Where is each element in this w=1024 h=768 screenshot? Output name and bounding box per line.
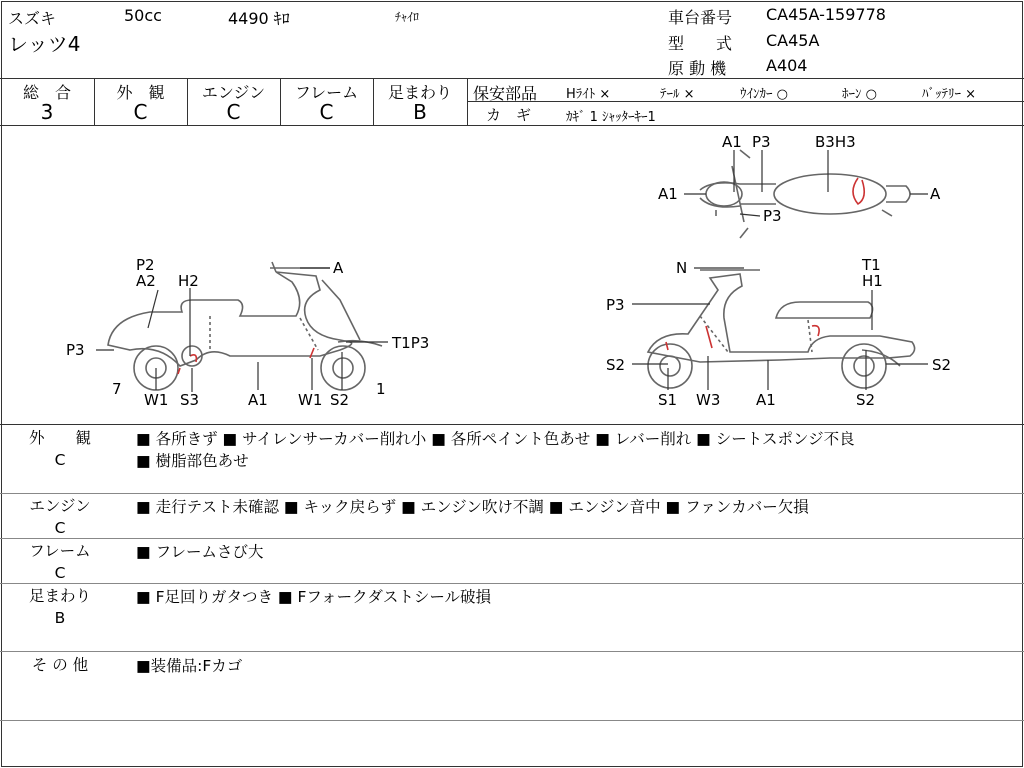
label-r-n: N <box>676 259 688 277</box>
label-h2: H2 <box>178 272 199 290</box>
top-view-scooter <box>700 150 910 238</box>
note-divider <box>0 651 1024 652</box>
label-p2: P2 <box>136 256 155 274</box>
key-label: カ ギ <box>486 106 532 124</box>
displacement: 50cc <box>124 6 162 25</box>
label-top-a: A <box>930 185 941 203</box>
diagram-bottom <box>0 424 1024 425</box>
label-top-a1-left: A1 <box>658 185 678 203</box>
note-engine-grade: C <box>54 519 66 537</box>
note-suspension-grade: B <box>54 609 66 627</box>
label-1: 1 <box>376 380 386 398</box>
label-s2: S2 <box>330 391 350 409</box>
type-value: CA45A <box>766 31 820 50</box>
label-r-s2-right: S2 <box>932 356 952 374</box>
safety-headlight: Hﾗｲﾄ × <box>566 87 611 102</box>
label-r-t1: T1 <box>862 256 881 274</box>
note-divider <box>0 583 1024 584</box>
safety-battery: ﾊﾞｯﾃﾘｰ × <box>922 87 977 102</box>
label-top-a1: A1 <box>722 133 742 151</box>
note-divider <box>0 538 1024 539</box>
grade-frame-label: フレーム <box>294 83 359 102</box>
label-top-p3: P3 <box>752 133 771 151</box>
note-other-line1: ■装備品:Fカゴ <box>136 657 243 675</box>
label-r-w3: W3 <box>696 391 721 409</box>
label-w1b: W1 <box>298 391 323 409</box>
grade-exterior-label: 外 観 <box>116 83 165 102</box>
grade-suspension-label: 足まわり <box>387 83 452 102</box>
type-label: 型 式 <box>668 34 733 53</box>
key-value: ｶｷﾞ 1 ｼｬｯﾀｰｷｰ1 <box>566 110 656 125</box>
note-frame-line1: ■ フレームさび大 <box>136 543 264 561</box>
note-engine-label: エンジン <box>29 497 91 515</box>
note-suspension-line1: ■ F足回りガタつき ■ Fフォークダストシール破損 <box>136 588 492 606</box>
maker: スズキ <box>8 9 57 28</box>
label-r-h1: H1 <box>862 272 883 290</box>
note-engine-line1: ■ 走行テスト未確認 ■ キック戻らず ■ エンジン吹け不調 ■ エンジン音中 ■ ファンカバー欠損 <box>136 498 809 516</box>
safety-label: 保安部品 <box>473 84 538 103</box>
label-r-s2: S2 <box>856 391 876 409</box>
note-exterior-grade: C <box>54 451 66 469</box>
color: ﾁｬｲﾛ <box>395 10 420 24</box>
grade-overall-value: 3 <box>40 100 54 124</box>
scooter-diagrams <box>0 126 1024 424</box>
mileage: 4490 ｷﾛ <box>228 9 290 28</box>
label-7: 7 <box>112 380 122 398</box>
label-r-s2-left: S2 <box>606 356 626 374</box>
label-a2: A2 <box>136 272 156 290</box>
chassis-value: CA45A-159778 <box>766 5 886 24</box>
model-name: レッツ4 <box>8 32 81 56</box>
grade-engine-label: エンジン <box>201 83 266 102</box>
grade-overall-label: 総 合 <box>22 83 71 102</box>
safety-winker: ｳｲﾝｶｰ ○ <box>740 87 788 102</box>
note-suspension-label: 足まわり <box>28 587 91 605</box>
grade-frame-value: C <box>319 100 334 124</box>
note-divider <box>0 493 1024 494</box>
note-frame-grade: C <box>54 564 66 582</box>
note-other-label: そ の 他 <box>31 656 89 674</box>
grade-exterior-value: C <box>133 100 148 124</box>
label-top-p3b: P3 <box>763 207 782 225</box>
engine-value: A404 <box>766 56 808 75</box>
label-a: A <box>333 259 344 277</box>
label-t1p3: T1P3 <box>392 334 430 352</box>
note-frame-label: フレーム <box>29 542 91 560</box>
grade-table-top <box>0 78 1024 79</box>
label-r-p3: P3 <box>606 296 625 314</box>
label-a1: A1 <box>248 391 268 409</box>
note-exterior-line2: ■ 樹脂部色あせ <box>136 452 249 470</box>
label-w1: W1 <box>144 391 169 409</box>
label-top-b3h3: B3H3 <box>815 133 856 151</box>
chassis-label: 車台番号 <box>668 8 733 27</box>
label-p3: P3 <box>66 341 85 359</box>
note-exterior-line1: ■ 各所きず ■ サイレンサーカバー削れ小 ■ 各所ペイント色あせ ■ レバー削れ ■ シートスポンジ不良 <box>136 430 855 448</box>
note-exterior-label: 外 観 <box>28 429 91 447</box>
note-divider <box>0 720 1024 721</box>
safety-horn: ﾎｰﾝ ○ <box>842 87 877 102</box>
grade-engine-value: C <box>226 100 241 124</box>
label-r-a1: A1 <box>756 391 776 409</box>
safety-tail: ﾃｰﾙ × <box>660 87 695 102</box>
engine-label: 原 動 機 <box>668 59 727 78</box>
label-s3: S3 <box>180 391 200 409</box>
label-r-s1: S1 <box>658 391 678 409</box>
grade-suspension-value: B <box>413 100 427 124</box>
